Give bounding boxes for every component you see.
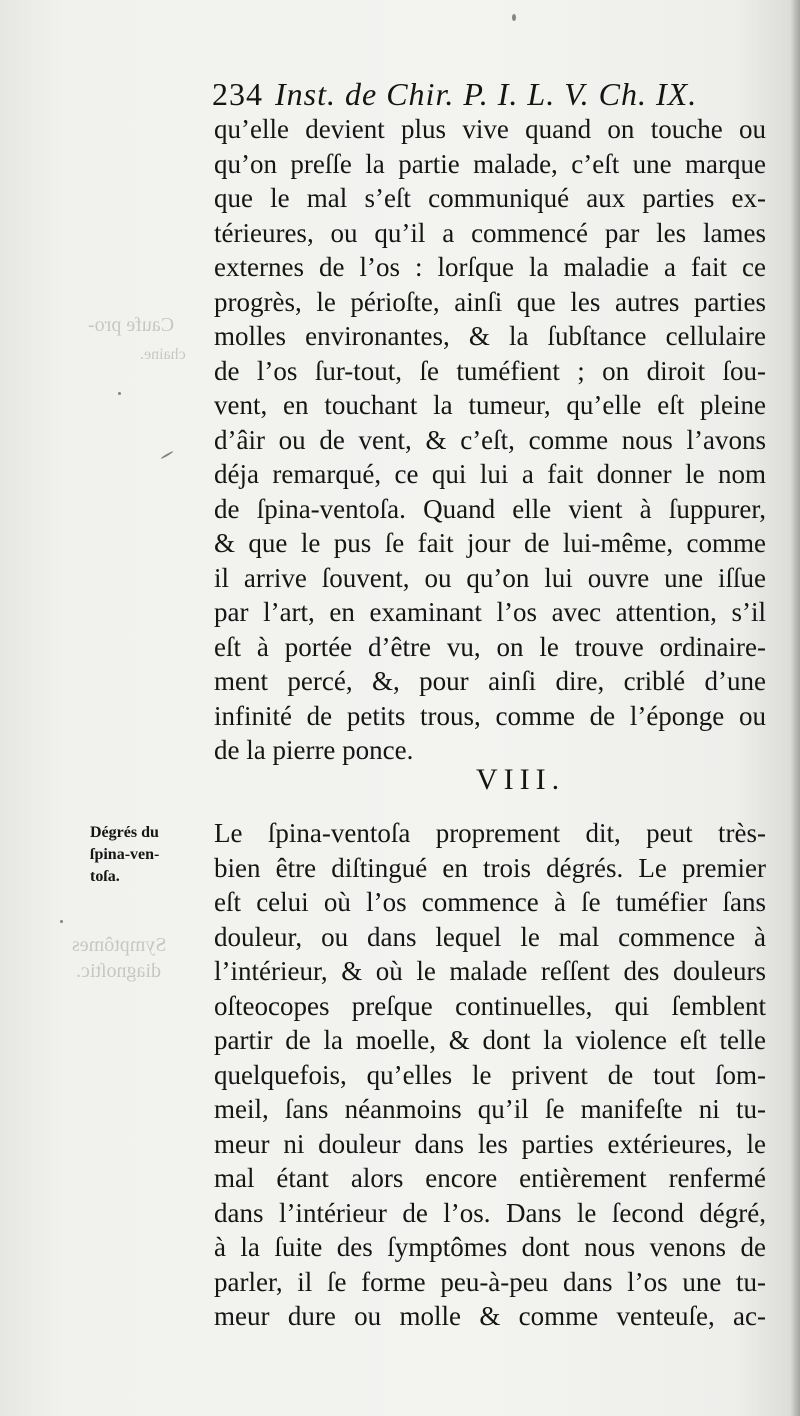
text-line: oſteocopes preſque continuelles, qui ſemblent	[214, 990, 766, 1021]
text-line: quelquefois, qu’elles le privent de tout ſom-	[214, 1059, 766, 1090]
text-line: externes de l’os : lorſque la maladie a fait ce	[214, 252, 766, 282]
text-line: ment percé, &, pour ainſi dire, criblé d’une	[214, 666, 766, 696]
text-line: infinité de petits trous, comme de l’éponge ou	[214, 700, 766, 731]
text-line: à la ſuite des ſymptômes dont nous venons de	[214, 1232, 766, 1262]
text-line: de la pierre ponce.	[214, 735, 414, 765]
text-line: meur dure ou molle & comme venteuſe, ac-	[214, 1301, 766, 1331]
section-heading: VIII.	[476, 763, 566, 796]
bleed-through-mark: Caufe pro-	[88, 314, 175, 336]
running-header	[212, 74, 772, 114]
text-line: meil, ſans néanmoins qu’il ſe manifeſte ni tu-	[214, 1094, 766, 1124]
text-line: mal étant alors encore entièrement renfermé	[214, 1163, 766, 1193]
text-line: partir de la moelle, & dont la violence eſt telle	[214, 1025, 766, 1055]
text-line: térieures, ou qu’il a commencé par les lames	[214, 217, 766, 248]
running-title: Inst. de Chir. P. I. L. V. Ch. IX.	[275, 76, 698, 112]
text-line: l’intérieur, & où le malade reſſent des douleurs	[214, 956, 766, 986]
text-line: vent, en touchant la tumeur, qu’elle eſt pleine	[214, 390, 766, 420]
text-line: Le ſpina-ventoſa proprement dit, peut très-	[214, 818, 766, 848]
margin-note-line: Dégrés du	[90, 824, 159, 841]
text-line: il arrive ſouvent, ou qu’on lui ouvre une iſſue	[214, 562, 766, 593]
bleed-through-mark: Symptômes	[72, 934, 167, 956]
margin-note-line: ſpina-ven-	[90, 846, 160, 863]
text-line: eſt à portée d’être vu, on le trouve ordinaire-	[214, 631, 766, 662]
margin-note-line: toſa.	[90, 868, 120, 885]
text-line: qu’elle devient plus vive quand on touche ou	[214, 114, 766, 144]
text-line: & que le pus ſe fait jour de lui-même, comme	[214, 528, 766, 558]
text-line: qu’on preſſe la partie malade, c’eſt une marque	[214, 148, 766, 179]
text-line: de ſpina-ventoſa. Quand elle vient à ſuppurer,	[214, 493, 766, 524]
text-line: déja remarqué, ce qui lui a fait donner le nom	[214, 459, 766, 489]
text-line: de l’os ſur-tout, ſe tuméfient ; on diroit ſou-	[214, 355, 766, 386]
text-line: meur ni douleur dans les parties extérieures, le	[214, 1128, 766, 1159]
ink-speck	[512, 14, 516, 21]
ink-speck	[118, 392, 121, 395]
text-line: progrès, le périoſte, ainſi que les autres parties	[214, 286, 766, 317]
ink-speck	[160, 451, 173, 460]
page-number: 234	[212, 76, 263, 112]
text-line: par l’art, en examinant l’os avec attention, s’il	[214, 597, 766, 627]
text-line: douleur, ou dans lequel le mal commence à	[214, 921, 766, 952]
ink-speck	[60, 920, 63, 923]
paragraph-2	[214, 816, 766, 1334]
text-line: bien être diſtingué en trois dégrés. Le premier	[214, 852, 766, 883]
text-line: dans l’intérieur de l’os. Dans le ſecond dégré,	[214, 1197, 766, 1228]
text-line: eſt celui où l’os commence à ſe tuméfier ſans	[214, 887, 766, 917]
text-line: que le mal s’eſt communiqué aux parties ex-	[214, 183, 766, 213]
text-line: parler, il ſe forme peu-à-peu dans l’os une tu-	[214, 1266, 766, 1297]
margin-note	[90, 822, 210, 888]
bleed-through-mark: diagnoſtic.	[76, 960, 161, 982]
text-line: d’âir ou de vent, & c’eſt, comme nous l’avons	[214, 424, 766, 455]
bleed-through-mark: chaine.	[140, 346, 186, 363]
page-edge-shadow	[790, 0, 800, 1416]
text-line: molles environantes, & la ſubſtance cellulaire	[214, 321, 766, 351]
paragraph-1	[214, 112, 766, 768]
